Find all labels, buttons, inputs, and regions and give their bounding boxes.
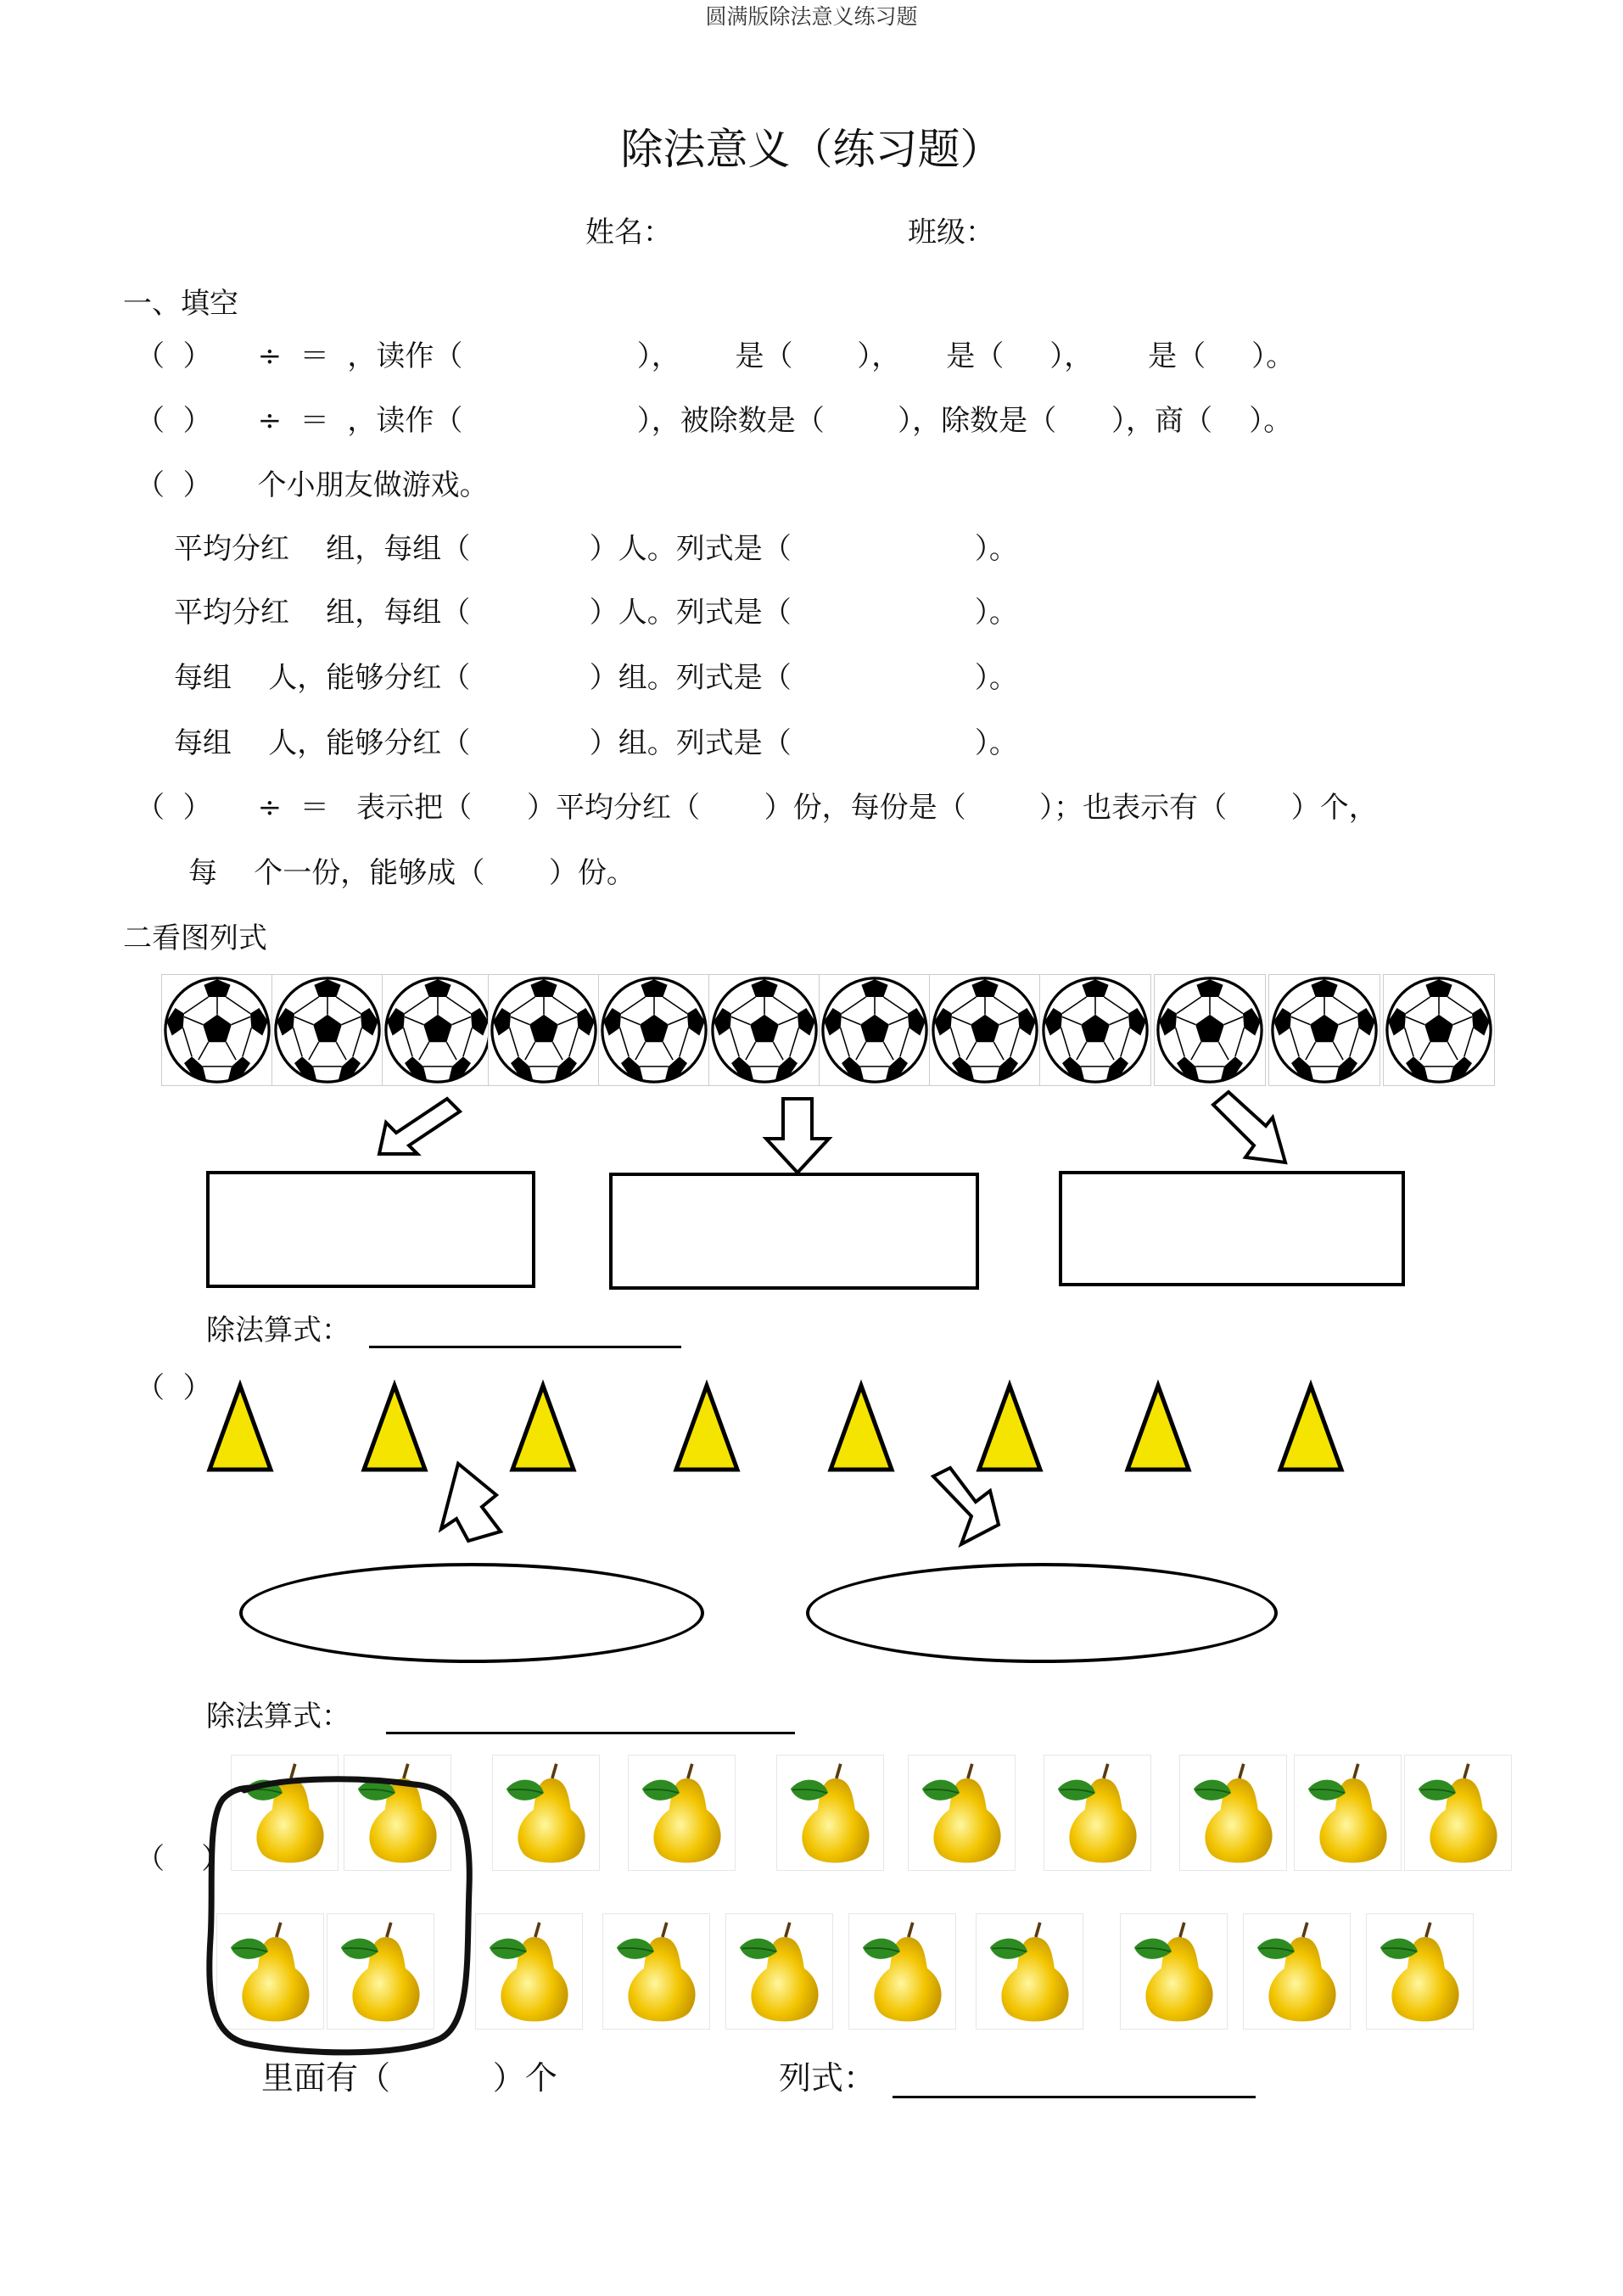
- pear-icon: [628, 1755, 736, 1871]
- yellow-triangle-icon: [509, 1381, 577, 1475]
- arrow-down-left-icon: [921, 1464, 1014, 1548]
- arrow-down-icon: [759, 1095, 836, 1179]
- pear-icon: [848, 1913, 956, 2030]
- yellow-triangle-icon: [206, 1381, 274, 1475]
- arrow-down-right-icon: [1205, 1088, 1298, 1164]
- soccer-ball-icon: [1154, 974, 1266, 1086]
- soccer-ball-icon: [161, 974, 273, 1086]
- triangle-count-paren: （ ）: [136, 1371, 212, 1405]
- pear-icon: [1044, 1755, 1151, 1871]
- pear-icon: [475, 1913, 583, 2030]
- arrow-down-right-icon: [416, 1459, 509, 1544]
- fill-line-5: 平均分红 组，每组（ ）人。列式是（ ）。: [174, 596, 1018, 630]
- yellow-triangle-icon: [1277, 1381, 1345, 1475]
- fill-line-3: （ ） 个小朋友做游戏。: [136, 468, 489, 502]
- pear-icon: [908, 1755, 1016, 1871]
- page-header: 圆满版除法意义练习题: [705, 4, 918, 29]
- yellow-triangle-icon: [976, 1381, 1044, 1475]
- pear-icon: [1366, 1913, 1474, 2030]
- pear-icon: [776, 1755, 884, 1871]
- soccer-ball-icon: [1383, 974, 1495, 1086]
- formula-label-2: 除法算式：: [206, 1700, 350, 1733]
- yellow-triangle-icon: [827, 1381, 895, 1475]
- fill-line-2: （ ） ÷ ＝ ，读作（ ），被除数是（ ），除数是（ ），商（ ）。: [136, 404, 1293, 438]
- class-label: 班级：: [908, 216, 994, 249]
- pear-count-paren: （ ）: [136, 1842, 231, 1876]
- pear-icon: [725, 1913, 833, 2030]
- pear-icon: [1404, 1755, 1512, 1871]
- answer-box-3[interactable]: [1059, 1171, 1405, 1286]
- soccer-ball-icon: [271, 974, 383, 1086]
- soccer-ball-icon: [1039, 974, 1151, 1086]
- fill-line-8: （ ） ÷ ＝ 表示把（ ）平均分红（ ）份，每份是（ ）；也表示有（ ）个，: [136, 791, 1378, 825]
- pear-icon: [976, 1913, 1083, 2030]
- answer-box-2[interactable]: [609, 1173, 979, 1290]
- fill-line-6: 每组 人，能够分红（ ）组。列式是（ ）。: [174, 661, 1018, 695]
- answer-box-1[interactable]: [206, 1171, 535, 1288]
- yellow-triangle-icon: [1124, 1381, 1192, 1475]
- soccer-ball-icon: [488, 974, 600, 1086]
- pear-icon: [1179, 1755, 1287, 1871]
- soccer-ball-icon: [382, 974, 494, 1086]
- answer-oval-1[interactable]: [239, 1563, 704, 1663]
- formula-answer-line-2[interactable]: [386, 1732, 795, 1734]
- soccer-ball-icon: [598, 974, 710, 1086]
- pear-icon: [602, 1913, 710, 2030]
- yellow-triangle-icon: [673, 1381, 741, 1475]
- arrow-down-left-icon: [378, 1090, 462, 1158]
- section2-heading: 二看图列式: [123, 921, 267, 955]
- pear-formula-answer-line[interactable]: [893, 2096, 1256, 2098]
- page-title: 除法意义（练习题）: [620, 125, 1003, 174]
- section1-heading: 一、填空: [123, 287, 238, 321]
- fill-line-9: 每 个一份，能够成（ ）份。: [188, 856, 635, 890]
- fill-line-4: 平均分红 组，每组（ ）人。列式是（ ）。: [174, 532, 1018, 566]
- answer-oval-2[interactable]: [806, 1563, 1278, 1663]
- pear-icon: [1120, 1913, 1228, 2030]
- fill-line-7: 每组 人，能够分红（ ）组。列式是（ ）。: [174, 726, 1018, 760]
- soccer-ball-icon: [819, 974, 931, 1086]
- pear-icon: [1294, 1755, 1402, 1871]
- pear-formula-label: 列式：: [779, 2059, 876, 2097]
- pear-icon: [492, 1755, 600, 1871]
- formula-answer-line-1[interactable]: [369, 1346, 681, 1348]
- pear-icon: [1243, 1913, 1351, 2030]
- name-label: 姓名：: [585, 216, 672, 249]
- fill-line-1: （ ） ÷ ＝ ，读作（ ）， 是（ ）， 是（ ）， 是（ ）。: [136, 339, 1296, 373]
- soccer-ball-icon: [929, 974, 1041, 1086]
- hand-drawn-loop: [202, 1769, 482, 2058]
- pear-inside-count-text: 里面有（ ）个: [261, 2059, 557, 2097]
- soccer-ball-icon: [708, 974, 820, 1086]
- soccer-ball-icon: [1268, 974, 1380, 1086]
- formula-label-1: 除法算式：: [206, 1313, 350, 1347]
